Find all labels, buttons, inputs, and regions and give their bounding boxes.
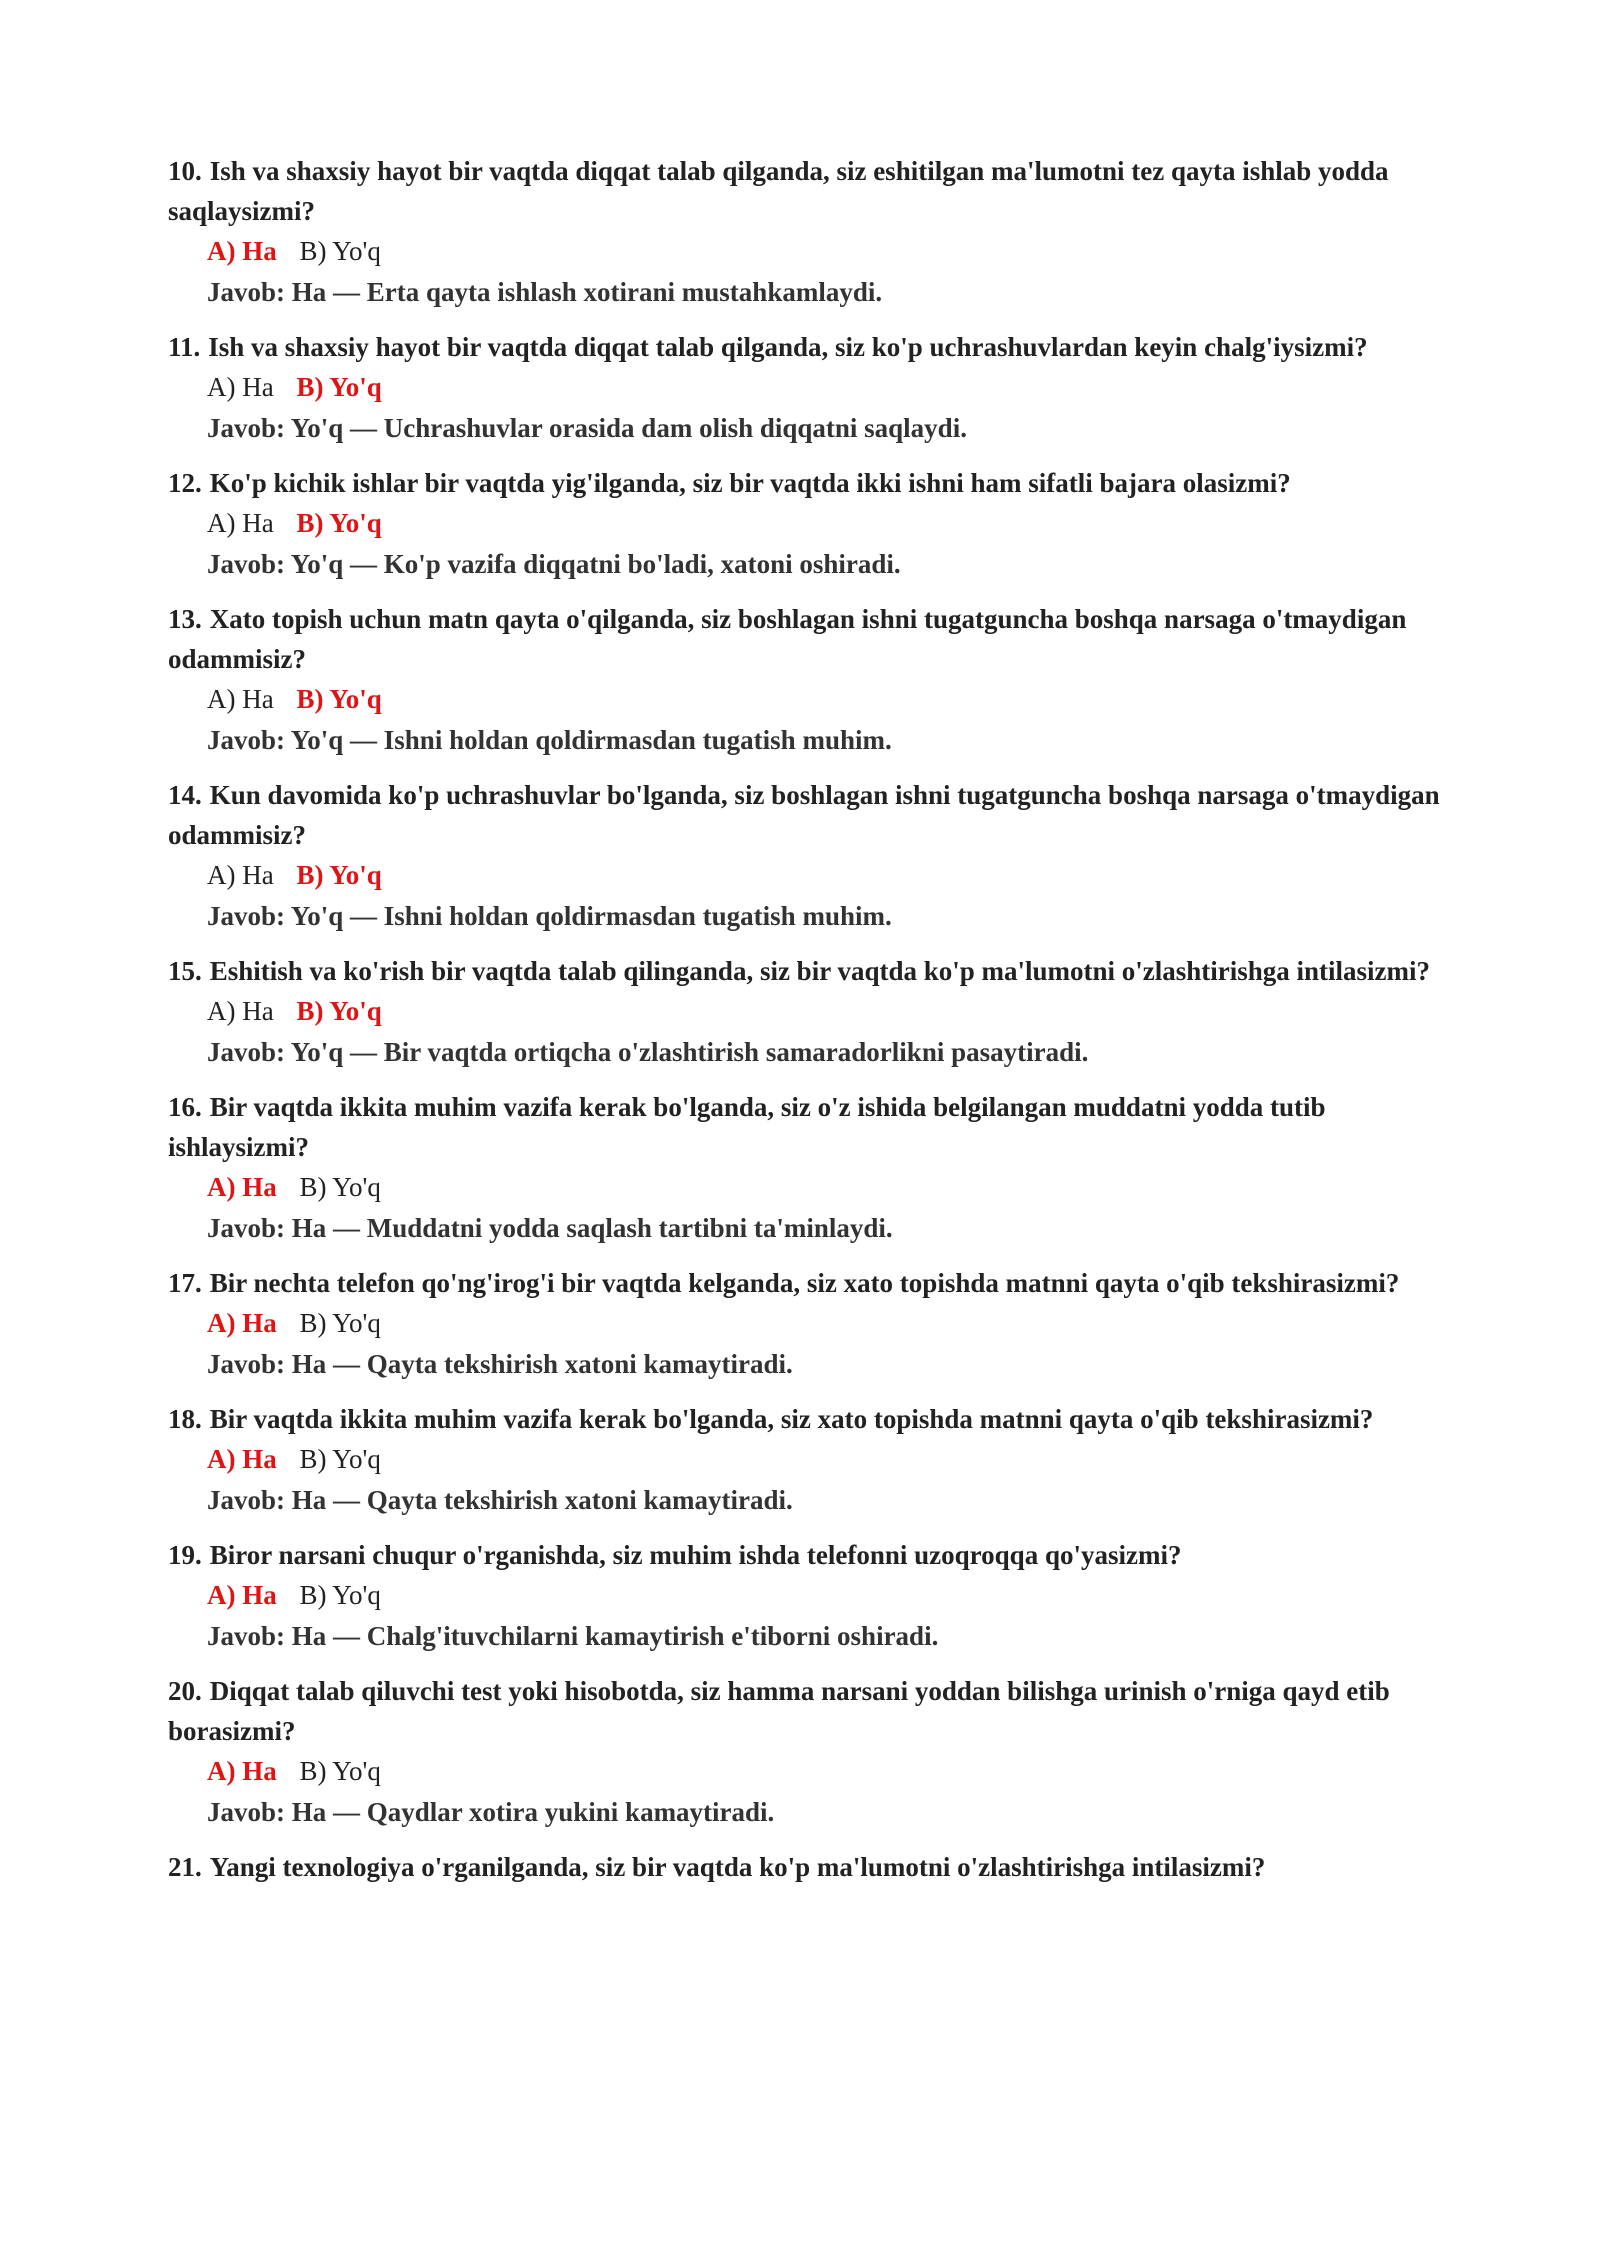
answer-explanation: Javob: Yo'q — Ko'p vazifa diqqatni bo'ladi, xatoni oshiradi. bbox=[207, 549, 901, 579]
options-row bbox=[168, 1575, 1458, 1616]
option-a: A) Ha bbox=[207, 1444, 277, 1474]
question-text bbox=[168, 775, 1458, 855]
options-row bbox=[168, 1439, 1458, 1480]
question-number: 15. bbox=[168, 956, 202, 986]
question-number: 21. bbox=[168, 1852, 202, 1882]
options-row bbox=[168, 503, 1458, 544]
option-b: B) Yo'q bbox=[299, 1308, 381, 1338]
question-item bbox=[168, 151, 1458, 313]
question-body: Ko'p kichik ishlar bir vaqtda yig'ilganda, siz bir vaqtda ikki ishni ham sifatli bajara olasizmi? bbox=[209, 468, 1291, 498]
answer-explanation: Javob: Ha — Muddatni yodda saqlash tartibni ta'minlaydi. bbox=[207, 1213, 893, 1243]
option-a: A) Ha bbox=[207, 1756, 277, 1786]
option-b: B) Yo'q bbox=[299, 1444, 381, 1474]
answer-explanation: Javob: Ha — Qaydlar xotira yukini kamaytiradi. bbox=[207, 1797, 775, 1827]
options-row bbox=[168, 367, 1458, 408]
question-number: 11. bbox=[168, 332, 201, 362]
option-b: B) Yo'q bbox=[299, 1756, 381, 1786]
question-text bbox=[168, 1535, 1458, 1575]
option-a: A) Ha bbox=[207, 1580, 277, 1610]
option-b: B) Yo'q bbox=[296, 372, 382, 402]
option-b: B) Yo'q bbox=[299, 1172, 381, 1202]
question-number: 16. bbox=[168, 1092, 202, 1122]
question-item bbox=[168, 775, 1458, 937]
question-number: 19. bbox=[168, 1540, 202, 1570]
option-b: B) Yo'q bbox=[296, 860, 382, 890]
question-item bbox=[168, 327, 1458, 449]
option-a: A) Ha bbox=[207, 1172, 277, 1202]
question-text bbox=[168, 1671, 1458, 1751]
answer-explanation: Javob: Yo'q — Bir vaqtda ortiqcha o'zlashtirish samaradorlikni pasaytiradi. bbox=[207, 1037, 1089, 1067]
question-body: Kun davomida ko'p uchrashuvlar bo'lganda, siz boshlagan ishni tugatguncha boshqa narsaga o'tmaydigan odammisiz? bbox=[168, 780, 1440, 850]
question-body: Diqqat talab qiluvchi test yoki hisobotda, siz hamma narsani yoddan bilishga urinish o'rniga qayd etib borasizmi? bbox=[168, 1676, 1390, 1746]
question-item bbox=[168, 1847, 1458, 1887]
question-body: Biror narsani chuqur o'rganishda, siz muhim ishda telefonni uzoqroqqa qo'yasizmi? bbox=[209, 1540, 1182, 1570]
question-number: 13. bbox=[168, 604, 202, 634]
options-row bbox=[168, 1303, 1458, 1344]
question-body: Yangi texnologiya o'rganilganda, siz bir vaqtda ko'p ma'lumotni o'zlashtirishga intilasizmi? bbox=[209, 1852, 1266, 1882]
options-row bbox=[168, 231, 1458, 272]
options-row bbox=[168, 1751, 1458, 1792]
option-b: B) Yo'q bbox=[296, 508, 382, 538]
question-number: 10. bbox=[168, 156, 202, 186]
option-b: B) Yo'q bbox=[299, 236, 381, 266]
question-item bbox=[168, 1263, 1458, 1385]
option-a: A) Ha bbox=[207, 508, 274, 538]
question-number: 14. bbox=[168, 780, 202, 810]
question-body: Eshitish va ko'rish bir vaqtda talab qilinganda, siz bir vaqtda ko'p ma'lumotni o'zlashtirishga intilasizmi? bbox=[209, 956, 1431, 986]
option-a: A) Ha bbox=[207, 860, 274, 890]
question-text bbox=[168, 151, 1458, 231]
question-item bbox=[168, 1535, 1458, 1657]
option-a: A) Ha bbox=[207, 996, 274, 1026]
question-item bbox=[168, 1087, 1458, 1249]
option-b: B) Yo'q bbox=[296, 684, 382, 714]
question-text bbox=[168, 951, 1458, 991]
option-a: A) Ha bbox=[207, 1308, 277, 1338]
question-item bbox=[168, 951, 1458, 1073]
question-body: Bir vaqtda ikkita muhim vazifa kerak bo'lganda, siz o'z ishida belgilangan muddatni yodda tutib ishlaysizmi? bbox=[168, 1092, 1326, 1162]
answer-explanation: Javob: Yo'q — Uchrashuvlar orasida dam olish diqqatni saqlaydi. bbox=[207, 413, 967, 443]
question-text bbox=[168, 1399, 1458, 1439]
question-text bbox=[168, 1847, 1458, 1887]
answer-explanation: Javob: Ha — Erta qayta ishlash xotirani mustahkamlaydi. bbox=[207, 277, 883, 307]
question-text bbox=[168, 599, 1458, 679]
answer-explanation: Javob: Ha — Qayta tekshirish xatoni kamaytiradi. bbox=[207, 1485, 793, 1515]
question-item bbox=[168, 599, 1458, 761]
question-text bbox=[168, 327, 1458, 367]
question-body: Bir nechta telefon qo'ng'irog'i bir vaqtda kelganda, siz xato topishda matnni qayta o'qib tekshirasizmi? bbox=[209, 1268, 1400, 1298]
question-list bbox=[168, 151, 1458, 1901]
question-number: 17. bbox=[168, 1268, 202, 1298]
answer-explanation: Javob: Ha — Chalg'ituvchilarni kamaytirish e'tiborni oshiradi. bbox=[207, 1621, 939, 1651]
question-item bbox=[168, 463, 1458, 585]
question-body: Bir vaqtda ikkita muhim vazifa kerak bo'lganda, siz xato topishda matnni qayta o'qib tekshirasizmi? bbox=[209, 1404, 1374, 1434]
question-body: Ish va shaxsiy hayot bir vaqtda diqqat talab qilganda, siz eshitilgan ma'lumotni tez qayta ishlab yodda saqlaysizmi? bbox=[168, 156, 1389, 226]
option-b: B) Yo'q bbox=[296, 996, 382, 1026]
options-row bbox=[168, 855, 1458, 896]
question-text bbox=[168, 1263, 1458, 1303]
question-number: 18. bbox=[168, 1404, 202, 1434]
option-a: A) Ha bbox=[207, 372, 274, 402]
options-row bbox=[168, 1167, 1458, 1208]
option-b: B) Yo'q bbox=[299, 1580, 381, 1610]
question-body: Ish va shaxsiy hayot bir vaqtda diqqat talab qilganda, siz ko'p uchrashuvlardan keyin chalg'iysizmi? bbox=[208, 332, 1368, 362]
question-number: 12. bbox=[168, 468, 202, 498]
question-text bbox=[168, 463, 1458, 503]
question-item bbox=[168, 1399, 1458, 1521]
options-row bbox=[168, 991, 1458, 1032]
question-text bbox=[168, 1087, 1458, 1167]
answer-explanation: Javob: Yo'q — Ishni holdan qoldirmasdan tugatish muhim. bbox=[207, 901, 892, 931]
options-row bbox=[168, 679, 1458, 720]
option-a: A) Ha bbox=[207, 684, 274, 714]
option-a: A) Ha bbox=[207, 236, 277, 266]
answer-explanation: Javob: Yo'q — Ishni holdan qoldirmasdan tugatish muhim. bbox=[207, 725, 892, 755]
answer-explanation: Javob: Ha — Qayta tekshirish xatoni kamaytiradi. bbox=[207, 1349, 793, 1379]
question-number: 20. bbox=[168, 1676, 202, 1706]
question-body: Xato topish uchun matn qayta o'qilganda, siz boshlagan ishni tugatguncha boshqa narsaga o'tmaydigan odammisiz? bbox=[168, 604, 1407, 674]
question-item bbox=[168, 1671, 1458, 1833]
